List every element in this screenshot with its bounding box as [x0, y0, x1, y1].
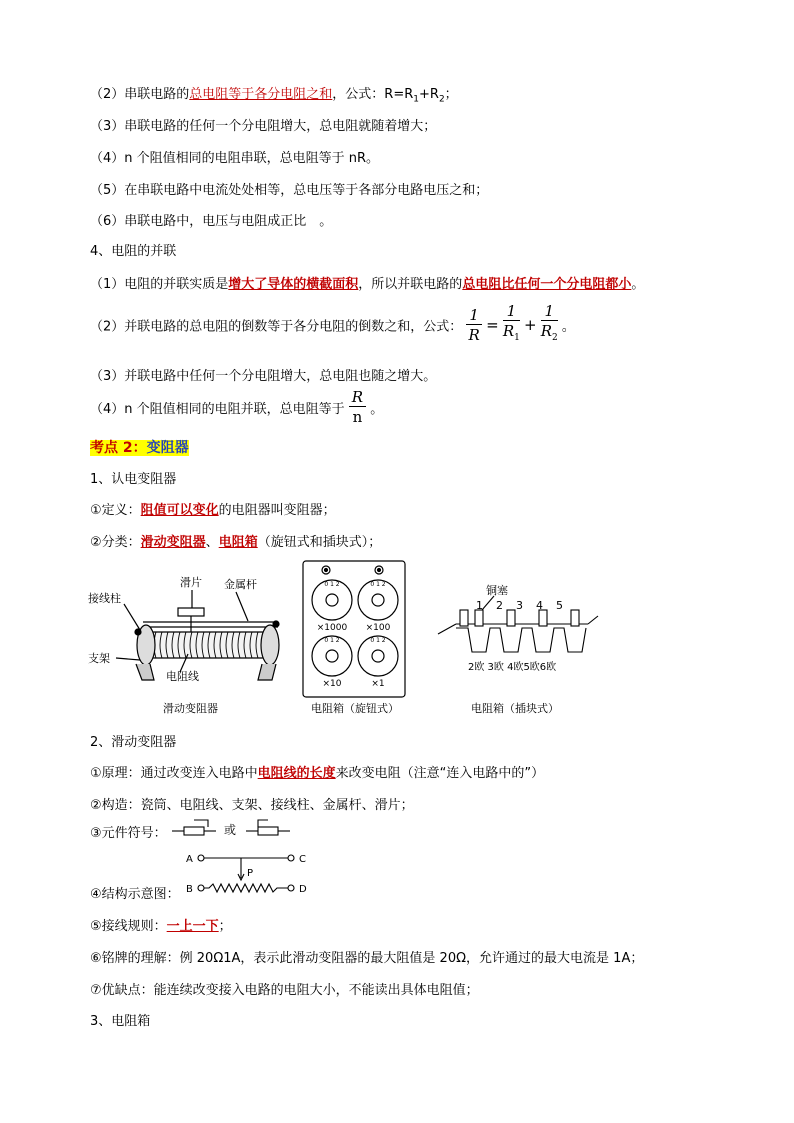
emphasis: 电阻线的长度: [257, 766, 336, 781]
svg-text:0 1 2: 0 1 2: [324, 581, 340, 588]
construction: ②构造：瓷筒、电阻线、支架、接线柱、金属杆、滑片；: [90, 798, 414, 813]
text: +R: [419, 87, 439, 102]
caption-plug-box: 电阻箱（插块式）: [471, 702, 559, 715]
ohm-values: 2欧 3欧 4欧5欧6欧: [468, 662, 557, 673]
rheostat-heading-3: 3、电阻箱: [90, 1014, 151, 1029]
text: （2）并联电路的总电阻的倒数等于各分电阻的倒数之和，公式：: [90, 319, 463, 335]
equals: =: [486, 316, 499, 334]
svg-text:0 1 2: 0 1 2: [370, 581, 386, 588]
text: （1）电阻的并联实质是: [90, 277, 229, 292]
series-item-5: （5）在串联电路中电流处处相等，总电压等于各部分电路电压之和；: [90, 183, 489, 198]
text: ③元件符号：: [90, 826, 167, 841]
emphasis: 电阻箱: [218, 535, 258, 550]
sub: 2: [552, 333, 558, 343]
text: ，所以并联电路的: [358, 277, 463, 292]
parallel-heading: 4、电阻的并联: [90, 244, 177, 259]
plug-number-3: 3: [516, 599, 523, 612]
text: ；: [218, 919, 232, 934]
wiring-rule: [90, 915, 232, 934]
plus: +: [524, 316, 537, 334]
multiplier-100: ×100: [365, 623, 391, 633]
rheostat-heading-2: 2、滑动变阻器: [90, 735, 177, 750]
section-title: 变阻器: [146, 440, 189, 456]
text: 。: [561, 319, 575, 335]
multiplier-10: ×10: [322, 679, 342, 689]
pros-cons: ⑦优缺点：能连续改变接入电路的电阻大小，不能读出具体电阻值；: [90, 983, 479, 998]
definition: [90, 499, 336, 518]
svg-text:0 1 2: 0 1 2: [370, 637, 386, 644]
symbol-line: [90, 822, 167, 841]
parallel-item-2: [90, 302, 575, 348]
caption-sliding-rheostat: 滑动变阻器: [163, 702, 218, 715]
rheostat-heading-1: 1、认电变阻器: [90, 472, 177, 487]
text: ②分类：: [90, 535, 141, 550]
formula-1-over-R1: [503, 302, 520, 348]
structure-schematic: [183, 848, 313, 898]
denominator: [541, 321, 558, 348]
denominator: R: [468, 325, 480, 344]
text: 。: [370, 402, 384, 417]
node-C: C: [299, 854, 306, 865]
label-copper-plug: 铜塞: [486, 584, 508, 597]
text: ⑤接线规则：: [90, 919, 167, 934]
text: （2）串联电路的: [90, 87, 190, 102]
svg-text:0 1 2: 0 1 2: [324, 637, 340, 644]
formula-R-over-n: [349, 388, 366, 427]
label-rod: 金属杆: [224, 578, 257, 591]
text: 。: [631, 277, 645, 292]
text: ①定义：: [90, 503, 141, 518]
R: R: [502, 322, 515, 340]
series-item-2: [90, 83, 458, 105]
subscript: 1: [413, 94, 419, 105]
section-key: 考点 2: [90, 440, 133, 456]
section-heading: [90, 437, 189, 457]
text: 来改变电阻（注意“连入电路中的”）: [335, 766, 545, 781]
text: 、: [205, 535, 219, 550]
label-wire: 电阻线: [166, 670, 199, 683]
emphasis: 增大了导体的横截面积: [228, 277, 359, 292]
denominator: n: [352, 408, 363, 426]
series-item-6: （6）串联电路中，电压与电阻成正比 。: [90, 214, 333, 229]
numerator: 1: [466, 306, 482, 325]
classification: [90, 531, 381, 550]
nameplate: ⑥铭牌的理解：例 20Ω1A，表示此滑动变阻器的最大阻值是 20Ω，允许通过的最大电流是 1A；: [90, 951, 644, 966]
plug-number-1: 1: [476, 599, 483, 612]
text: ；: [444, 87, 458, 102]
node-B: B: [186, 884, 193, 895]
plug-resistance-box: [438, 582, 598, 678]
structure-diagram-label: ④结构示意图：: [90, 887, 180, 902]
multiplier-1: ×1: [371, 679, 385, 689]
or-text: 或: [224, 823, 237, 837]
series-item-4: （4）n 个阻值相同的电阻串联，总电阻等于 nR。: [90, 151, 380, 166]
R: R: [540, 322, 553, 340]
component-symbols: [172, 818, 292, 840]
principle: [90, 762, 544, 781]
text: 的电阻器叫变阻器；: [218, 503, 336, 518]
text: ，公式：R=R: [332, 87, 414, 102]
colon: ：: [132, 440, 147, 456]
label-slider: 滑片: [180, 576, 202, 589]
text: （4）n 个阻值相同的电阻并联，总电阻等于: [90, 402, 345, 417]
text: ①原理：通过改变连入电路中: [90, 766, 258, 781]
sub: 1: [514, 333, 520, 343]
plug-number-2: 2: [496, 599, 503, 612]
multiplier-1000: ×1000: [316, 623, 348, 633]
section-highlight: [90, 440, 189, 456]
parallel-item-4: [90, 388, 383, 427]
parallel-item-3: （3）并联电路中任何一个分电阻增大，总电阻也随之增大。: [90, 369, 437, 384]
emphasis: 一上一下: [166, 919, 219, 934]
denominator: [503, 321, 520, 348]
node-A: A: [186, 854, 193, 865]
label-stand: 支架: [88, 652, 110, 665]
plug-number-5: 5: [556, 599, 563, 612]
sliding-rheostat-illustration: [88, 572, 298, 692]
rotary-resistance-box: [302, 560, 406, 698]
series-item-3: （3）串联电路的任何一个分电阻增大，总电阻就随着增大；: [90, 119, 437, 134]
node-D: D: [299, 884, 307, 895]
parallel-item-1: [90, 273, 644, 292]
emphasis: 总电阻比任何一个分电阻都小: [462, 277, 632, 292]
text: （旋钮式和插块式）；: [257, 535, 382, 550]
formula-1-over-R2: [541, 302, 558, 348]
node-P: P: [247, 868, 254, 879]
numerator: 1: [541, 302, 558, 321]
formula-1-over-R: [466, 306, 482, 345]
numerator: 1: [503, 302, 520, 321]
plug-number-4: 4: [536, 599, 543, 612]
subscript: 2: [438, 94, 445, 105]
label-post: 接线柱: [88, 592, 121, 605]
emphasis: 滑动变阻器: [140, 535, 206, 550]
emphasis: 总电阻等于各分电阻之和: [189, 87, 333, 102]
numerator: R: [349, 388, 366, 407]
caption-rotary-box: 电阻箱（旋钮式）: [311, 702, 399, 715]
emphasis: 阻值可以变化: [140, 503, 219, 518]
